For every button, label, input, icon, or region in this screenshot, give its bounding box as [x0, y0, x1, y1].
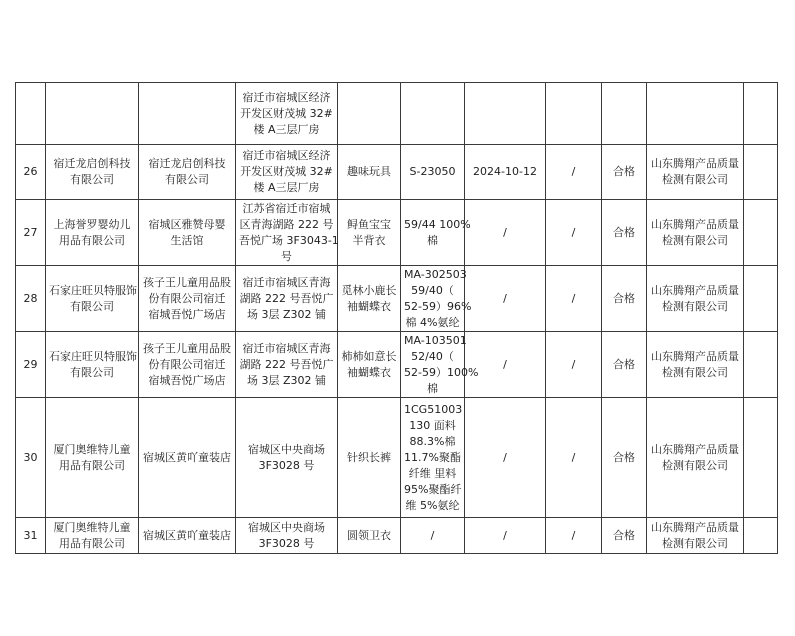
- cell-seller: 宿城区黄吖童装店: [139, 398, 236, 518]
- cell-date: /: [465, 332, 546, 398]
- cell-producer: 厦门奥维特儿童 用品有限公司: [46, 518, 139, 554]
- cell-product: 圆领卫衣: [338, 518, 401, 554]
- cell-seller: 孩子王儿童用品股 份有限公司宿迁 宿城吾悦广场店: [139, 266, 236, 332]
- cell-product: 鲟鱼宝宝 半背衣: [338, 200, 401, 266]
- cell-spec: /: [401, 518, 465, 554]
- cell-seller: 宿城区黄吖童装店: [139, 518, 236, 554]
- cell-producer: 上海誉罗婴幼儿 用品有限公司: [46, 200, 139, 266]
- cell-agency: 山东腾翔产品质量 检测有限公司: [647, 266, 744, 332]
- table-row-continuation: [16, 83, 778, 145]
- cell-date: [465, 83, 546, 145]
- cell-product: 针织长裤: [338, 398, 401, 518]
- cell-date: /: [465, 518, 546, 554]
- cell-product: 柿柿如意长 袖蝴蝶衣: [338, 332, 401, 398]
- cell-producer: [46, 83, 139, 145]
- cell-trademark: /: [546, 145, 602, 200]
- cell-spec: MA-302503 59/40（ 52-59）96% 棉 4%氨纶: [401, 266, 465, 332]
- cell-spec: [401, 83, 465, 145]
- cell-product: 趣味玩具: [338, 145, 401, 200]
- cell-trademark: /: [546, 518, 602, 554]
- cell-no: 28: [16, 266, 46, 332]
- cell-producer: 宿迁龙启创科技 有限公司: [46, 145, 139, 200]
- table-row: [16, 145, 778, 200]
- cell-trademark: /: [546, 398, 602, 518]
- cell-agency: 山东腾翔产品质量 检测有限公司: [647, 332, 744, 398]
- cell-result: 合格: [602, 332, 647, 398]
- cell-trademark: /: [546, 266, 602, 332]
- cell-date: /: [465, 200, 546, 266]
- cell-trademark: /: [546, 200, 602, 266]
- cell-trademark: [546, 83, 602, 145]
- table-row: [16, 332, 778, 398]
- cell-agency: 山东腾翔产品质量 检测有限公司: [647, 200, 744, 266]
- cell-no: 26: [16, 145, 46, 200]
- inspection-results-table: [15, 82, 778, 554]
- cell-result: [602, 83, 647, 145]
- cell-producer: 厦门奥维特儿童 用品有限公司: [46, 398, 139, 518]
- cell-address: 宿迁市宿城区青海 湖路 222 号吾悦广 场 3层 Z302 铺: [236, 332, 338, 398]
- cell-note: [744, 398, 778, 518]
- cell-seller: 宿迁龙启创科技 有限公司: [139, 145, 236, 200]
- cell-address: 宿城区中央商场 3F3028 号: [236, 398, 338, 518]
- cell-result: 合格: [602, 266, 647, 332]
- cell-trademark: /: [546, 332, 602, 398]
- cell-spec: 1CG51003 130 面料 88.3%棉 11.7%聚酯 纤维 里料 95%聚酯纤 维 5%氨纶: [401, 398, 465, 518]
- cell-result: 合格: [602, 145, 647, 200]
- cell-note: [744, 200, 778, 266]
- cell-spec: MA-103501 52/40（ 52-59）100% 棉: [401, 332, 465, 398]
- cell-producer: 石家庄旺贝特服饰 有限公司: [46, 266, 139, 332]
- cell-note: [744, 266, 778, 332]
- cell-producer: 石家庄旺贝特服饰 有限公司: [46, 332, 139, 398]
- cell-no: 27: [16, 200, 46, 266]
- cell-no: [16, 83, 46, 145]
- cell-result: 合格: [602, 200, 647, 266]
- cell-no: 30: [16, 398, 46, 518]
- cell-address: 宿城区中央商场 3F3028 号: [236, 518, 338, 554]
- cell-agency: 山东腾翔产品质量 检测有限公司: [647, 518, 744, 554]
- cell-seller: 孩子王儿童用品股 份有限公司宿迁 宿城吾悦广场店: [139, 332, 236, 398]
- table-row: [16, 266, 778, 332]
- cell-agency: 山东腾翔产品质量 检测有限公司: [647, 145, 744, 200]
- cell-no: 29: [16, 332, 46, 398]
- cell-address: 宿迁市宿城区经济 开发区财茂城 32# 楼 A三层厂房: [236, 83, 338, 145]
- cell-date: /: [465, 398, 546, 518]
- cell-note: [744, 145, 778, 200]
- cell-result: 合格: [602, 398, 647, 518]
- cell-agency: 山东腾翔产品质量 检测有限公司: [647, 398, 744, 518]
- cell-agency: [647, 83, 744, 145]
- cell-product: 觅林小鹿长 袖蝴蝶衣: [338, 266, 401, 332]
- cell-address: 江苏省宿迁市宿城 区青海湖路 222 号 吾悦广场 3F3043-1 号: [236, 200, 338, 266]
- table-row: [16, 200, 778, 266]
- table-row: [16, 518, 778, 554]
- cell-result: 合格: [602, 518, 647, 554]
- cell-date: 2024-10-12: [465, 145, 546, 200]
- cell-spec: 59/44 100% 棉: [401, 200, 465, 266]
- cell-note: [744, 83, 778, 145]
- cell-seller: [139, 83, 236, 145]
- cell-no: 31: [16, 518, 46, 554]
- cell-note: [744, 518, 778, 554]
- cell-address: 宿迁市宿城区经济 开发区财茂城 32# 楼 A三层厂房: [236, 145, 338, 200]
- table-row: [16, 398, 778, 518]
- cell-product: [338, 83, 401, 145]
- cell-note: [744, 332, 778, 398]
- cell-seller: 宿城区雅赞母婴 生活馆: [139, 200, 236, 266]
- cell-address: 宿迁市宿城区青海 湖路 222 号吾悦广 场 3层 Z302 铺: [236, 266, 338, 332]
- cell-date: /: [465, 266, 546, 332]
- cell-spec: S-23050: [401, 145, 465, 200]
